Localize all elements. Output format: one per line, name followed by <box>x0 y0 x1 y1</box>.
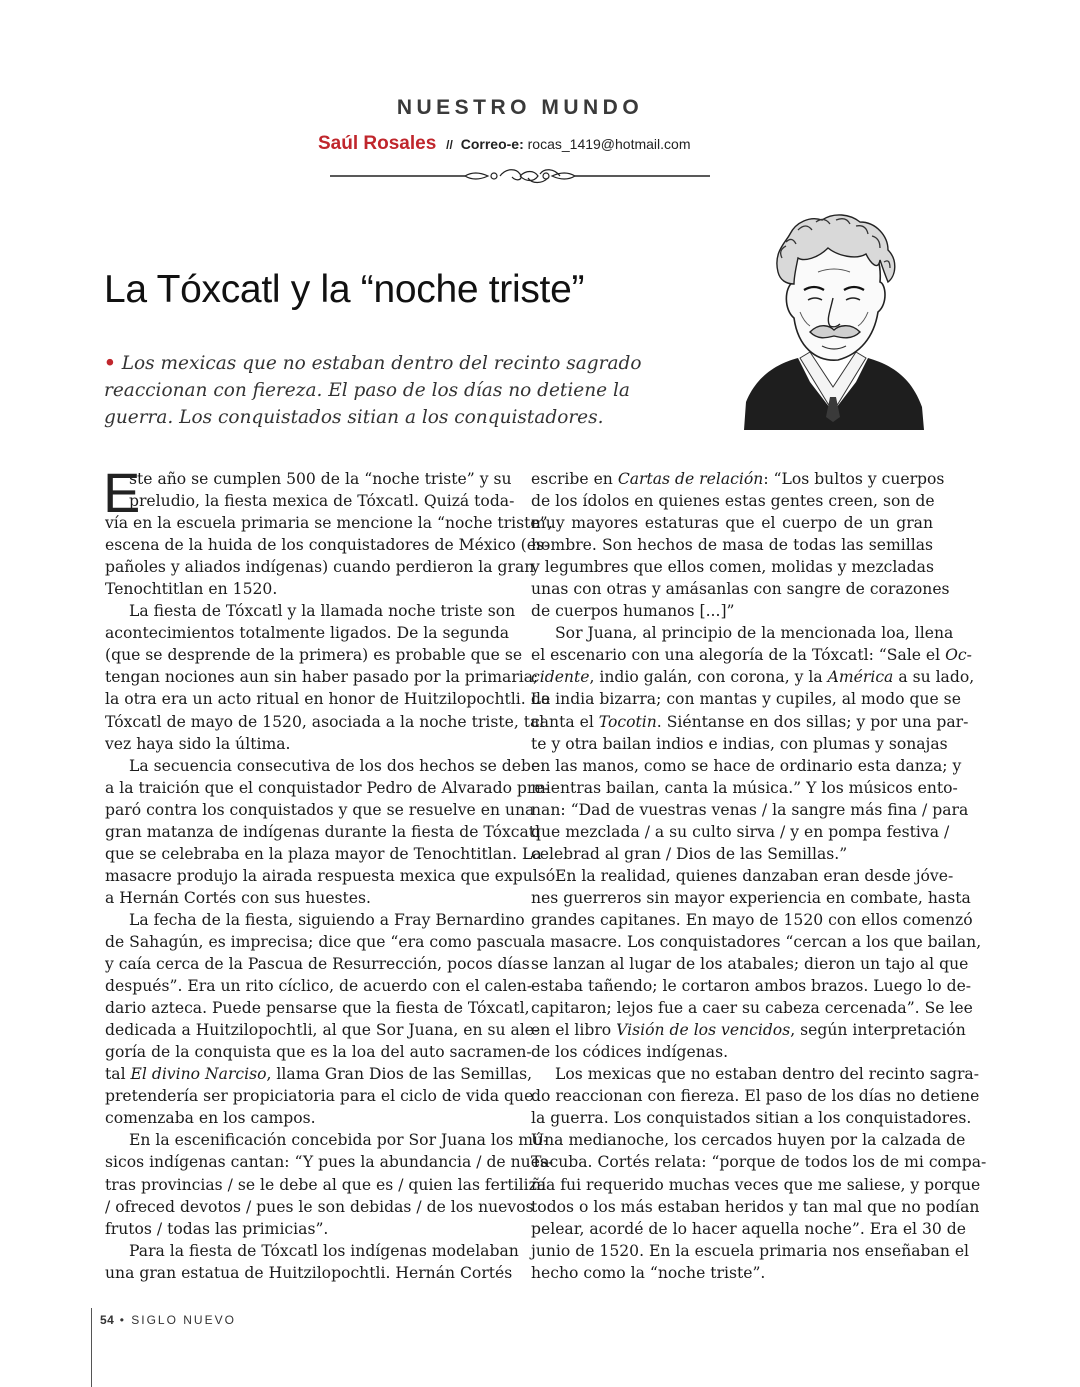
body-line: Tóxcatl de mayo de 1520, asociada a la noche triste, tal <box>105 712 545 731</box>
body-line: Los mexicas que no estaban dentro del recinto sagra- <box>555 1065 979 1084</box>
body-line: ñía fui requerido muchas veces que me saliese, y porque <box>531 1175 981 1194</box>
lede-line: guerra. Los conquistados sitian a los conquistadores. <box>104 407 604 428</box>
body-line: La fiesta de Tóxcatl y la llamada noche triste son <box>129 602 516 621</box>
lede-bullet: • <box>104 353 116 374</box>
body-line: vía en la escuela primaria se mencione la “noche triste”, <box>105 514 553 533</box>
article-column-left <box>103 461 556 1284</box>
body-line: Para la fiesta de Tóxcatl los indígenas modelaban <box>129 1241 519 1260</box>
body-line: vez haya sido la última. <box>105 734 291 753</box>
footer-dot: • <box>119 1313 126 1327</box>
body-line: nes guerreros sin mayor experiencia en combate, hasta <box>531 888 971 907</box>
author-name: Saúl Rosales <box>318 133 437 154</box>
body-line: ste año se cumplen 500 de la “noche triste” y su <box>129 470 512 488</box>
email-label: Correo-e: <box>460 136 524 152</box>
page-number: 54 <box>100 1313 115 1327</box>
body-line: pañoles y aliados indígenas) cuando perdieron la gran <box>105 558 535 577</box>
body-line: se lanzan al lugar de los atabales; dieron un tajo al que <box>531 955 969 974</box>
body-line: en las manos, como se hace de ordinario esta danza; y <box>531 756 962 775</box>
body-line: paró contra los conquistados y que se resuelve en una <box>105 800 535 819</box>
body-line: comenzaba en los campos. <box>105 1109 316 1128</box>
body-line: cidente, indio galán, con corona, y la América a su lado, <box>531 668 975 687</box>
body-line: de los ídolos en quienes estas gentes creen, son de <box>531 492 935 511</box>
body-line: después”. Era un rito cíclico, de acuerdo con el calen- <box>105 977 533 996</box>
body-line: pelear, acordé de lo hacer aquella noche”. Era el 30 de <box>531 1219 967 1238</box>
body-line: celebrad al gran / Dios de las Semillas.” <box>531 844 848 863</box>
body-line: do reaccionan con fiereza. El paso de los días no detiene <box>531 1087 980 1106</box>
body-line: (que se desprende de la primera) es probable que se <box>105 646 523 665</box>
body-line: tengan nociones aun sin haber pasado por la primaria; <box>105 668 539 687</box>
body-line: unas con otras y amásanlas con sangre de corazones <box>531 580 950 599</box>
body-line: dedicada a Huitzilopochtli, al que Sor Juana, en su ale- <box>105 1021 540 1040</box>
body-line: te y otra bailan indios e indias, con plumas y sonajas <box>531 734 948 753</box>
body-line: la guerra. Los conquistados sitian a los conquistadores. <box>531 1109 972 1128</box>
body-line: muy mayores estaturas que el cuerpo de un gran <box>531 514 933 533</box>
body-line: Tacuba. Cortés relata: “porque de todos los de mi compa- <box>531 1153 987 1172</box>
body-line: capitaron; lejos fue a caer su cabeza cercenada”. Se lee <box>531 999 973 1018</box>
body-line: acontecimientos totalmente ligados. De la segunda <box>105 624 510 643</box>
body-line: una gran estatua de Huitzilopochtli. Hernán Cortés <box>105 1263 513 1282</box>
body-line: Una medianoche, los cercados huyen por la calzada de <box>531 1131 966 1150</box>
body-line: En la escenificación concebida por Sor Juana los mú- <box>129 1131 549 1150</box>
body-line: tras provincias / se le debe al que es / quien las fertiliza <box>105 1175 547 1194</box>
body-line: goría de la conquista que es la loa del auto sacramen- <box>105 1043 532 1062</box>
page-footer <box>100 1313 236 1327</box>
publication-name: SIGLO NUEVO <box>131 1313 236 1327</box>
section-title: NUESTRO MUNDO <box>396 96 644 119</box>
body-line: escribe en Cartas de relación: “Los bultos y cuerpos <box>531 470 945 488</box>
flourish-divider-icon <box>330 166 710 186</box>
body-line: que se celebraba en la plaza mayor de Tenochtitlan. La <box>105 844 542 863</box>
footer-rule <box>91 1308 92 1387</box>
body-line: que mezclada / a su culto sirva / y en pompa festiva / <box>531 822 950 841</box>
body-line: Tenochtitlan en 1520. <box>105 580 278 599</box>
body-line: En la realidad, quienes danzaban eran desde jóve- <box>555 866 954 885</box>
body-line: sicos indígenas cantan: “Y pues la abundancia / de nues- <box>105 1153 554 1172</box>
author-portrait-illustration <box>738 212 928 432</box>
byline-separator: // <box>446 138 453 152</box>
body-line: grandes capitanes. En mayo de 1520 con ellos comenzó <box>531 910 973 929</box>
body-line: la masacre. Los conquistadores “cercan a los que bailan, <box>531 932 982 951</box>
byline <box>318 133 738 155</box>
body-line: Sor Juana, al principio de la mencionada loa, llena <box>555 624 954 643</box>
body-line: y caía cerca de la Pascua de Resurrección, pocos días <box>105 955 530 974</box>
body-line: el escenario con una alegoría de la Tóxcatl: “Sale el Oc- <box>531 646 972 665</box>
lede-line: • Los mexicas que no estaban dentro del recinto sagrado <box>104 353 642 374</box>
body-line: preludio, la fiesta mexica de Tóxcatl. Quizá toda- <box>129 492 515 511</box>
body-line: estaba tañendo; le cortaron ambos brazos. Luego lo de- <box>531 977 972 996</box>
body-line: La secuencia consecutiva de los dos hechos se debe <box>129 756 541 775</box>
drop-cap: E <box>103 461 141 524</box>
body-line: dario azteca. Puede pensarse que la fiesta de Tóxcatl, <box>105 999 530 1018</box>
body-line: a Hernán Cortés con sus huestes. <box>105 888 371 907</box>
body-line: tal El divino Narciso, llama Gran Dios de las Semillas, <box>105 1065 533 1084</box>
body-line: La fecha de la fiesta, siguiendo a Fray Bernardino <box>129 910 525 929</box>
body-line: de los códices indígenas. <box>531 1043 729 1062</box>
body-line: escena de la huida de los conquistadores de México (es- <box>105 536 550 555</box>
body-line: nan: “Dad de vuestras venas / la sangre más fina / para <box>531 800 969 819</box>
body-line: junio de 1520. En la escuela primaria nos enseñaban el <box>531 1241 970 1260</box>
body-line: todos o los más estaban heridos y tan mal que no podían <box>531 1197 980 1216</box>
body-line: en el libro Visión de los vencidos, según interpretación <box>531 1021 966 1040</box>
body-line: canta el Tocotin. Siéntanse en dos sillas; y por una par- <box>531 712 969 731</box>
body-line: hecho como la “noche triste”. <box>531 1263 766 1282</box>
body-line: y legumbres que ellos comen, molidas y mezcladas <box>531 558 934 577</box>
body-line: pretendería ser propiciatoria para el ciclo de vida que <box>105 1087 534 1106</box>
article-column-right <box>531 468 987 1284</box>
body-line: hombre. Son hechos de masa de todas las semillas <box>531 536 933 555</box>
body-line: masacre produjo la airada respuesta mexica que expulsó <box>105 866 556 885</box>
body-line: gran matanza de indígenas durante la fiesta de Tóxcatl <box>105 822 541 841</box>
body-line: mientras bailan, canta la música.” Y los músicos ento- <box>531 778 958 797</box>
body-line: de Sahagún, es imprecisa; dice que “era como pascua <box>105 932 532 951</box>
author-email[interactable]: rocas_1419@hotmail.com <box>527 136 691 152</box>
body-line: la otra era un acto ritual en honor de Huitzilopochtli. La <box>105 690 551 709</box>
body-line: de cuerpos humanos [...]” <box>531 602 735 621</box>
body-line: / ofreced devotos / pues le son debidas / de los nuevos <box>105 1197 534 1216</box>
body-line: a la traición que el conquistador Pedro de Alvarado pre- <box>105 778 549 797</box>
body-line: frutos / todas las primicias”. <box>105 1219 329 1238</box>
lede-line: reaccionan con fiereza. El paso de los días no detiene la <box>104 380 630 401</box>
article-title: La Tóxcatl y la “noche triste” <box>104 268 585 311</box>
body-line: de india bizarra; con mantas y cupiles, al modo que se <box>531 690 961 709</box>
article-lede <box>104 350 664 431</box>
